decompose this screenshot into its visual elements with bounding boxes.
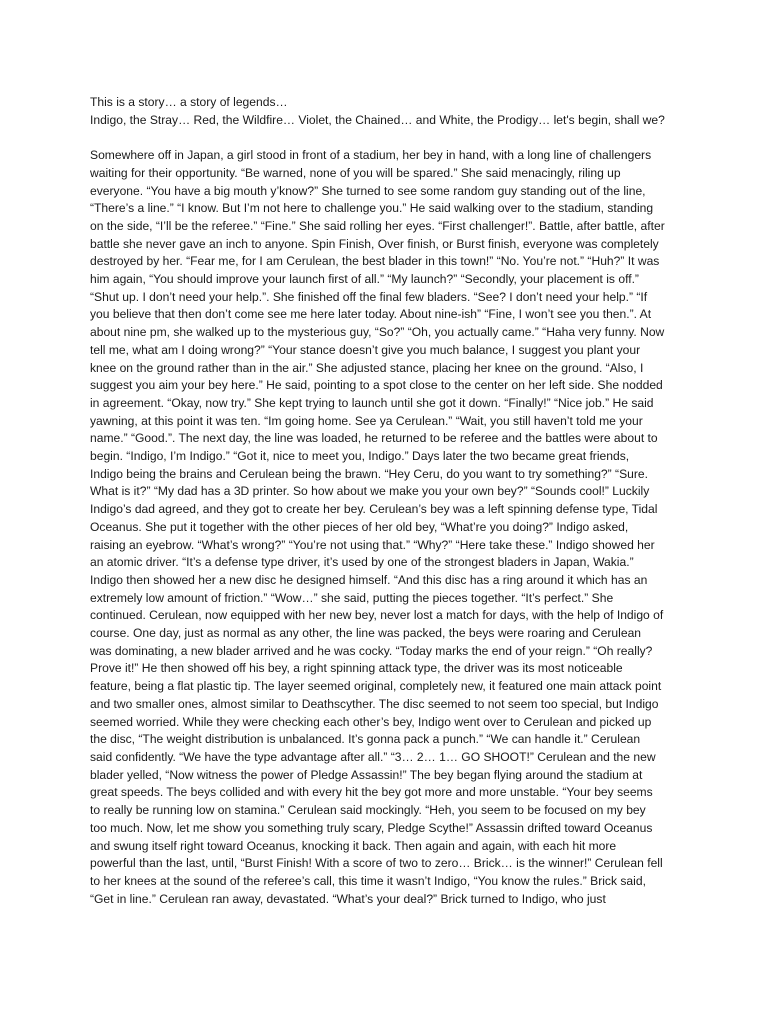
- document-page: [90, 94, 665, 908]
- story-paragraph: Somewhere off in Japan, a girl stood in front of a stadium, her bey in hand, with a long line of challengers waiting for their opportunity. “Be warned, none of you will be spared.” She said menacingly, riling up everyone. “You have a big mouth y’know?” She turned to see some random guy standing out of the line, “There’s a line.” “I know. But I’m not here to challenge you.” He said walking over to the stadium, standing on the side, “I’ll be the referee.” “Fine.” She said rolling her eyes. “First challenger!”. Battle, after battle, after battle she never gave an inch to anyone. Spin Finish, Over finish, or Burst finish, everyone was completely destroyed by her. “Fear me, for I am Cerulean, the best blader in this town!” “No. You’re not.” “Huh?” It was him again, “You should improve your launch first of all.” “My launch?” “Secondly, your placement is off.” “Shut up. I don’t need your help.”. She finished off the final few bladers. “See? I don’t need your help.” “If you believe that then don’t come see me here later today. About nine-ish” “Fine, I won’t see you then.”. At about nine pm, she walked up to the mysterious guy, “So?” “Oh, you actually came.” “Haha very funny. Now tell me, what am I doing wrong?” “Your stance doesn’t give you much balance, I suggest you plant your knee on the ground rather than in the air.” She adjusted stance, placing her knee on the ground. “Also, I suggest you aim your bey here.” He said, pointing to a spot close to the center on her left side. She nodded in agreement. “Okay, now try.” She kept trying to launch until she got it down. “Finally!” “Nice job.” He said yawning, at this point it was ten. “Im going home. See ya Cerulean.” “Wait, you still haven’t told me your name.” “Good.”. The next day, the line was loaded, he returned to be referee and the battles were about to begin. “Indigo, I’m Indigo.” “Got it, nice to meet you, Indigo.” Days later the two became great friends, Indigo being the brains and Cerulean being the brawn. “Hey Ceru, do you want to try something?” “Sure. What is it?” “My dad has a 3D printer. So how about we make you your own bey?” “Sounds cool!” Luckily Indigo’s dad agreed, and they got to create her bey. Cerulean’s bey was a left spinning defense type, Tidal Oceanus. She put it together with the other pieces of her old bey, “What’re you doing?” Indigo asked, raising an eyebrow. “What’s wrong?” “You’re not using that.” “Why?” “Here take these.” Indigo showed her an atomic driver. “It’s a defense type driver, it’s used by one of the strongest bladers in Japan, Wakia.” Indigo then showed her a new disc he designed himself. “And this disc has a ring around it which has an extremely low amount of friction.” “Wow…” she said, putting the pieces together. “It’s perfect.” She continued. Cerulean, now equipped with her new bey, never lost a match for days, with the help of Indigo of course. One day, just as normal as any other, the line was packed, the beys were roaring and Cerulean was dominating, a new blader arrived and he was cocky. “Today marks the end of your reign.” “Oh really? Prove it!” He then showed off his bey, a right spinning attack type, the driver was its most noticeable feature, being a flat plastic tip. The layer seemed original, completely new, it featured one main attack point and two smaller ones, almost similar to Deathscyther. The disc seemed to not seem too special, but Indigo seemed worried. While they were checking each other’s bey, Indigo went over to Cerulean and picked up the disc, “The weight distribution is unbalanced. It’s gonna pack a punch.” “We can handle it.” Cerulean said confidently. “We have the type advantage after all.” “3… 2… 1… GO SHOOT!” Cerulean and the new blader yelled, “Now witness the power of Pledge Assassin!” The bey began flying around the stadium at great speeds. The beys collided and with every hit the bey got more and more unstable. “Your bey seems to really be running low on stamina.” Cerulean said mockingly. “Heh, you seem to be focused on my bey too much. Now, let me show you something truly scary, Pledge Scythe!” Assassin drifted toward Oceanus and swung itself right toward Oceanus, knocking it back. Then again and again, with each hit more powerful than the last, until, “Burst Finish! With a score of two to zero… Brick… is the winner!” Cerulean fell to her knees at the sound of the referee’s call, this time it wasn’t Indigo, “You know the rules.” Brick said, “Get in line.” Cerulean ran away, devastated. “What’s your deal?” Brick turned to Indigo, who just: [90, 148, 665, 906]
- intro-line-2: Indigo, the Stray… Red, the Wildfire… Violet, the Chained… and White, the Prodigy… let's begin, shall we?: [90, 112, 665, 127]
- story-section: [90, 147, 665, 908]
- intro-section: [90, 94, 665, 129]
- intro-line-1: This is a story… a story of legends…: [90, 95, 288, 109]
